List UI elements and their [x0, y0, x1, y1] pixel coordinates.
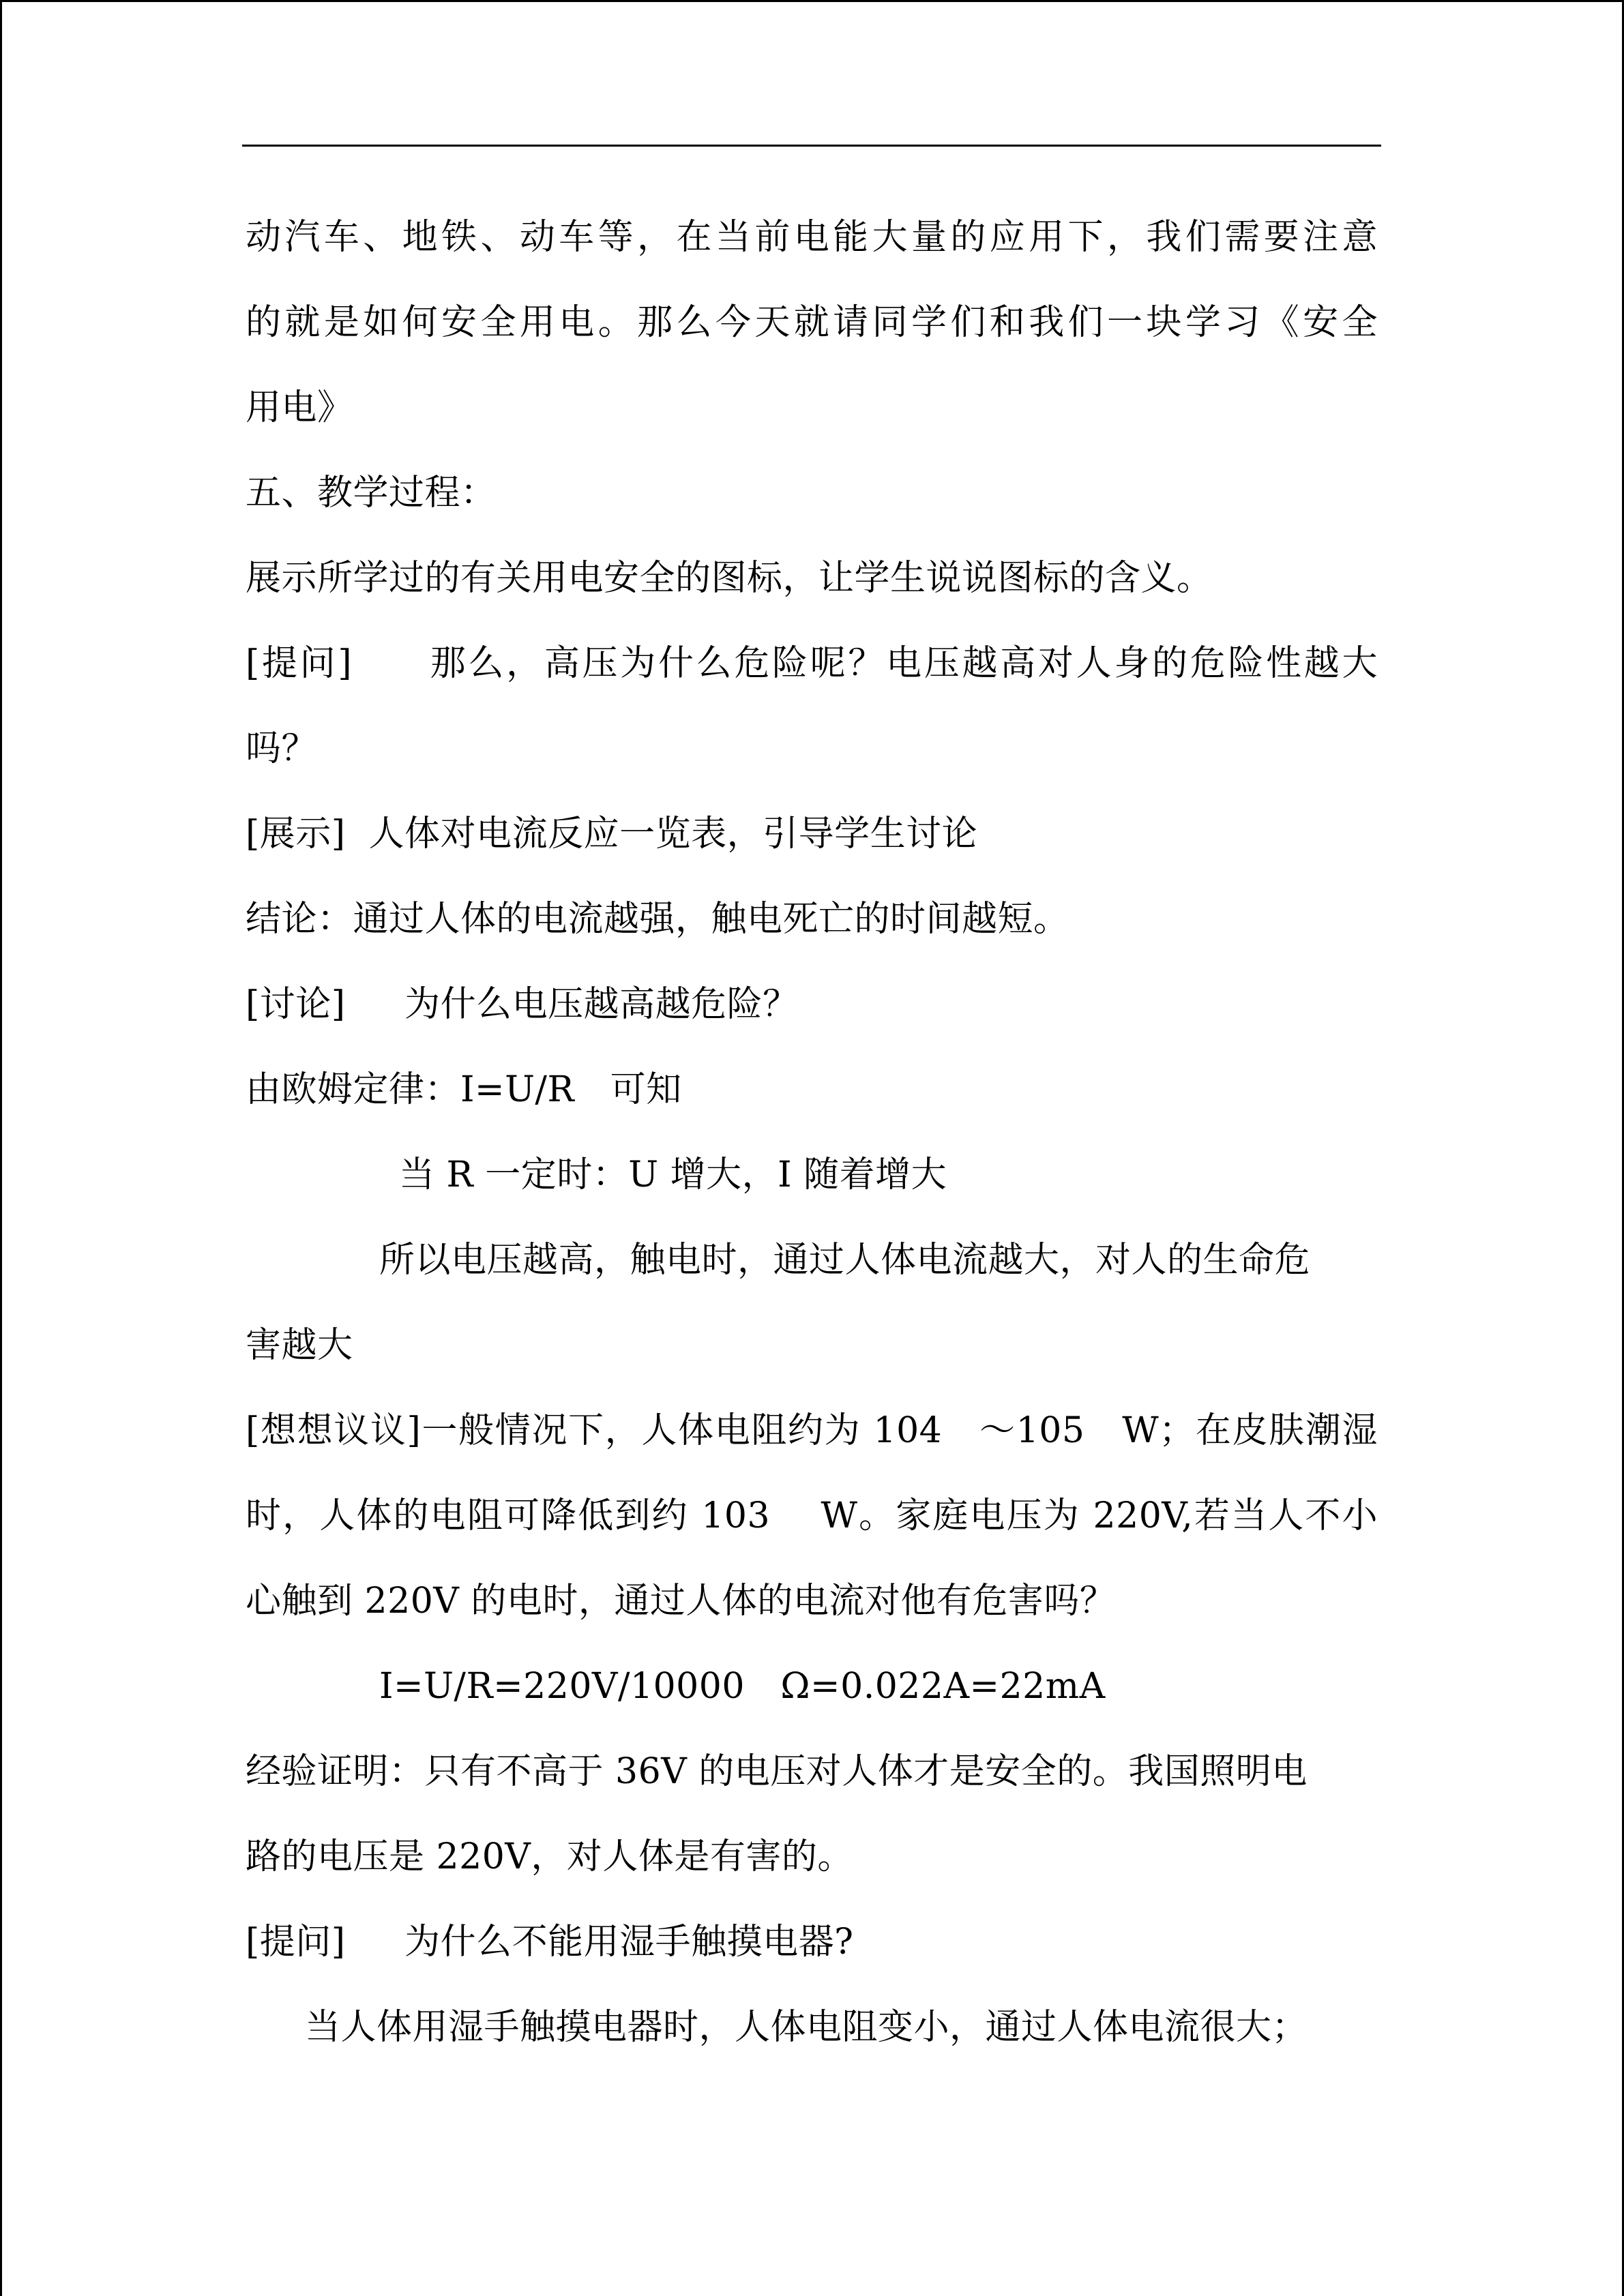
text-line-1: 动汽车、地铁、动车等，在当前电能大量的应用下，我们需要注意: [246, 217, 1378, 258]
text-line-14: 害越大: [246, 1325, 353, 1366]
text-line-13: 所以电压越高，触电时，通过人体电流越大，对人的生命危: [379, 1240, 1311, 1281]
formula-line: I=U/R=220V/10000 Ω=0.022A=22mA: [379, 1666, 1106, 1707]
text-line-15: [想想议议]一般情况下，人体电阻约为 104 ～105 W；在皮肤潮湿: [246, 1410, 1378, 1451]
text-line-8: [展示] 人体对电流反应一览表，引导学生讨论: [246, 814, 978, 854]
text-line-9: 结论：通过人体的电流越强，触电死亡的时间越短。: [246, 899, 1069, 940]
text-line-3: 用电》: [246, 387, 353, 428]
text-line-7: 吗？: [246, 728, 318, 769]
text-line-19: 经验证明：只有不高于 36V 的电压对人体才是安全的。我国照明电: [246, 1751, 1308, 1792]
text-line-17: 心触到 220V 的电时，通过人体的电流对他有危害吗？: [246, 1581, 1116, 1622]
text-line-16: 时，人体的电阻可降低到约 103 W。家庭电压为 220V,若当人不小: [246, 1495, 1378, 1536]
header-rule: [242, 145, 1381, 147]
text-line-12: 当 R 一定时：U 增大，I 随着增大: [399, 1154, 947, 1195]
text-line-20: 路的电压是 220V，对人体是有害的。: [246, 1836, 853, 1877]
text-line-21: [提问] 为什么不能用湿手触摸电器?: [246, 1922, 854, 1963]
text-line-11: 由欧姆定律：I=U/R 可知: [246, 1069, 682, 1110]
text-line-2: 的就是如何安全用电。那么今天就请同学们和我们一块学习《安全: [246, 302, 1378, 343]
text-line-10: [讨论] 为什么电压越高越危险？: [246, 984, 799, 1025]
text-line-22: 当人体用湿手触摸电器时，人体电阻变小，通过人体电流很大；: [305, 2007, 1308, 2048]
text-line-5: 展示所学过的有关用电安全的图标，让学生说说图标的含义。: [246, 558, 1213, 599]
text-line-6: [提问] 那么，高压为什么危险呢？电压越高对人身的危险性越大: [246, 643, 1378, 684]
section-heading: 五、教学过程：: [246, 473, 497, 513]
